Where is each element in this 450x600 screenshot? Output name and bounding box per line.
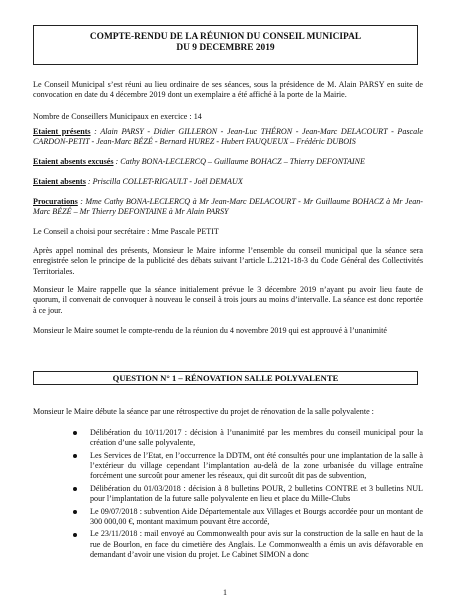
presents-section [33, 127, 423, 148]
list-item: Délibération du 01/03/2018 : décision à 8 bulletins POUR, 2 bulletins CONTRE et 3 bulletins NUL pour l’implantation de la future salle polyvalente en lieu et place du Mille-Clubs [33, 484, 423, 505]
secretary-line: Le Conseil a choisi pour secrétaire : Mme Pascale PETIT [33, 227, 219, 236]
list-item: Le 23/11/2018 : mail envoyé au Commonwealth pour avis sur la construction de la salle en haut de la rue de Bourlon, en face du cimetière des Anglais. Le Commonwealth a émis un avis défavorable en demandant d’avoir une vision du projet. Le Cabinet SIMON a donc [33, 529, 423, 560]
procurations-label: Procurations [33, 197, 78, 206]
excuses-names: : Cathy BONA-LECLERCQ – Guillaume BOHACZ – Thierry DEFONTAINE [115, 157, 365, 166]
document-date: DU 9 DECEMBRE 2019 [176, 43, 275, 53]
bullet-icon [73, 454, 77, 458]
convocation-paragraph: Le Conseil Municipal s’est réuni au lieu ordinaire de ses séances, sous la présidence de M. Alain PARSY en suite de convocation en date du 4 décembre 2019 dont un exemplaire a été affiché à la porte de la Mairie. [33, 80, 423, 100]
compte-rendu-paragraph: Monsieur le Maire soumet le compte-rendu de la réunion du 4 novembre 2019 qui est approuvé à l’unanimité [33, 326, 388, 335]
absents-label: Etaient absents [33, 177, 86, 186]
document-title-box [33, 25, 418, 65]
document-title: COMPTE-RENDU DE LA RÉUNION DU CONSEIL MUNICIPAL [89, 32, 362, 42]
list-item: Délibération du 10/11/2017 : décision à l’unanimité par les membres du conseil municipal pour la création d’une salle polyvalente, [33, 428, 423, 449]
bullet-icon [73, 533, 77, 537]
excuses-section [33, 157, 423, 167]
intro-section [33, 80, 423, 101]
history-list [33, 428, 423, 563]
question-heading-box [33, 371, 418, 385]
appel-paragraph: Après appel nominal des présents, Monsieur le Maire informe l’ensemble du conseil municipal que la séance sera enregistrée selon le principe de la publicité des débats suivant l’article L.2121-18-3 du Code Général des Collectivités Territoriales. [33, 246, 423, 276]
rappel-paragraph: Monsieur le Maire rappelle que la séance initialement prévue le 3 décembre 2019 n’ayant pu avoir lieu faute de quorum, il convenait de convoquer à nouveau le conseil à trois jours au moins d’intervalle. La séance est donc reportée à ce jour. [33, 285, 423, 315]
list-item: Le 09/07/2018 : subvention Aide Départementale aux Villages et Bourgs accordée pour un montant de 300 000,00 €, montant maximum pouvant être accordé, [33, 507, 423, 528]
list-item: Les Services de l’Etat, en l’occurrence la DDTM, ont été consultés pour une implantation de la salle à l’extérieur du village cependant l’implantation au-delà de la zone urbanisée du village entraîne forcément une surcoût pour amener les réseaux, qui dit surcoût dit pas de subvention, [33, 451, 423, 482]
page-number: 1 [223, 588, 227, 597]
bullet-icon [73, 431, 77, 435]
bullet-icon [73, 487, 77, 491]
procurations-text: : Mme Cathy BONA-LECLERCQ à Mr Jean-Marc DELACOURT - Mr Guillaume BOHACZ à Mr Jean-Marc BÉZÉ – Mr Thierry DEFONTAINE à Mr Alain PARSY [33, 197, 423, 217]
absents-names: : Priscilla COLLET-RIGAULT - Joël DEMAUX [87, 177, 243, 186]
procurations-section [33, 197, 423, 218]
bullet-icon [73, 510, 77, 514]
presents-label: Etaient présents [33, 127, 91, 136]
councillors-count: Nombre de Conseillers Municipaux en exercice : 14 [33, 112, 202, 121]
presents-names: : Alain PARSY - Didier GILLERON - Jean-Luc THÉRON - Jean-Marc DELACOURT - Pascale CARDON-PETIT - Jean-Marc BÉZÉ - Bernard HUREZ - Hubert FAUQUEUX – Frédéric DUBOIS [33, 127, 423, 147]
excuses-label: Etaient absents excusés [33, 157, 114, 166]
question-heading: QUESTION N° 1 – RÉNOVATION SALLE POLYVALENTE [112, 373, 339, 383]
absents-section [33, 177, 423, 187]
question-intro: Monsieur le Maire débute la séance par une rétrospective du projet de rénovation de la salle polyvalente : [33, 407, 374, 416]
